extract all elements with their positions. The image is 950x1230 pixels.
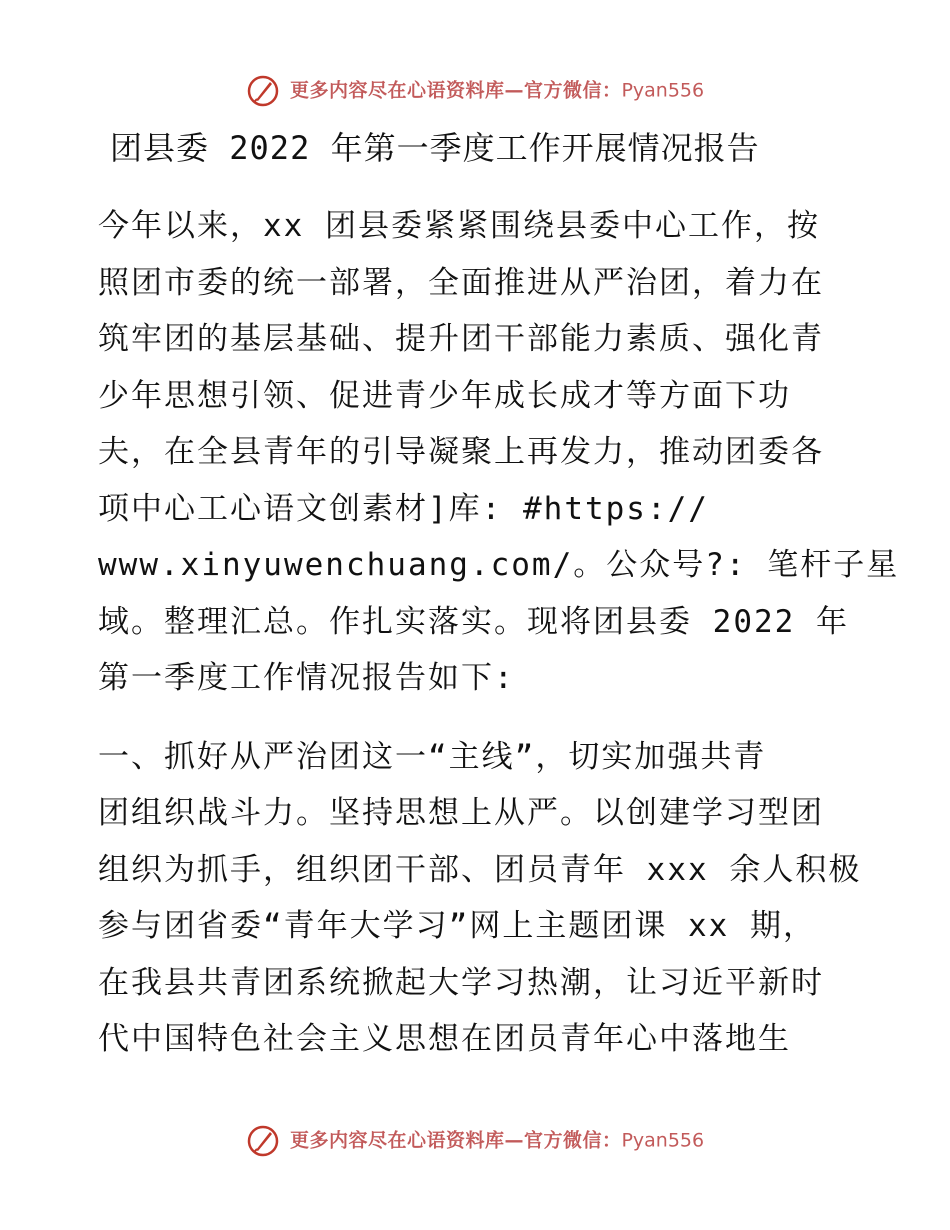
text-line: 今年以来，xx 团县委紧紧围绕县委中心工作，按 [98, 208, 820, 244]
text-line: 照团市委的统一部署，全面推进从严治团，着力在 [98, 264, 824, 301]
text-line: 组织为抓手，组织团干部、团员青年 xxx 余人积极 [98, 851, 862, 888]
text-line: 参与团省委“青年大学习”网上主题团课 xx 期， [98, 908, 816, 944]
text-line: 筑牢团的基层基础、提升团干部能力素质、强化青 [98, 321, 824, 357]
paragraph-gap [98, 707, 858, 729]
text-line: 少年思想引领、促进青少年成长成才等方面下功 [98, 377, 791, 414]
watermark-wechat-id: Pyan556 [621, 79, 705, 102]
watermark-text: 更多内容尽在心语资料库—官方微信： [289, 1129, 622, 1152]
header-watermark [0, 70, 950, 110]
paragraph-2 [98, 729, 862, 1068]
text-line: 团组织战斗力。坚持思想上从严。以创建学习型团 [98, 795, 824, 831]
text-line: 域。整理汇总。作扎实落实。现将团县委 2022 年 [98, 603, 849, 640]
quill-logo-icon [246, 1124, 280, 1158]
text-line: 第一季度工作情况报告如下: [98, 660, 515, 696]
watermark-text: 更多内容尽在心语资料库—官方微信： [289, 79, 622, 102]
document-body [98, 198, 900, 1068]
paragraph-1 [98, 198, 900, 707]
text-line: 夫，在全县青年的引导凝聚上再发力，推动团委各 [98, 434, 824, 470]
text-line: www.xinyuwenchuang.com/。公众号?: 笔杆子星 [98, 547, 900, 583]
footer-watermark [0, 1120, 950, 1160]
text-line: 项中心工心语文创素材]库: #https:// [98, 490, 709, 527]
text-line: 一、抓好从严治团这一“主线”，切实加强共青 [98, 738, 767, 775]
watermark-wechat-id: Pyan556 [621, 1129, 705, 1152]
text-line: 代中国特色社会主义思想在团员青年心中落地生 [98, 1021, 791, 1057]
text-line: 在我县共青团系统掀起大学习热潮，让习近平新时 [98, 964, 824, 1001]
document-title: 团县委 2022 年第一季度工作开展情况报告 [110, 129, 760, 167]
quill-logo-icon [246, 74, 280, 108]
